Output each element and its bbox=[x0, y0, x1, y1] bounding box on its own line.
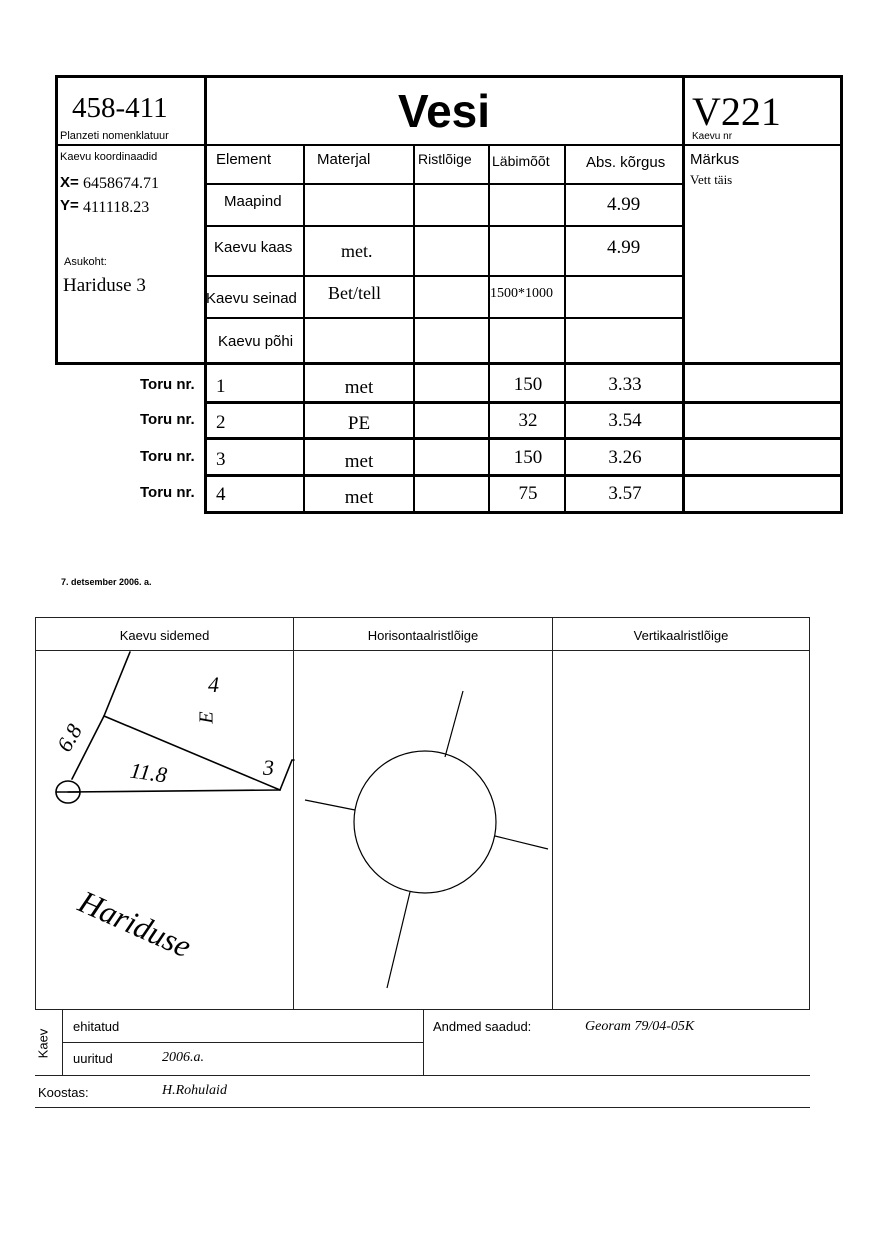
well-circle bbox=[354, 751, 496, 893]
col-vertical-section: Vertikaalristlõige bbox=[633, 628, 729, 643]
element-name: Maapind bbox=[224, 193, 282, 210]
pipe-height: 3.26 bbox=[608, 447, 642, 468]
element-name: Kaevu põhi bbox=[218, 333, 294, 350]
dim-label: 11.8 bbox=[128, 757, 169, 788]
element-material: met. bbox=[341, 241, 373, 261]
pipe-diameter: 150 bbox=[513, 447, 543, 468]
well-number: V221 bbox=[692, 89, 781, 134]
col-cross-section: Ristlõige bbox=[418, 151, 472, 167]
col-well-connections: Kaevu sidemed bbox=[119, 628, 210, 643]
pipe-height: 3.54 bbox=[608, 410, 642, 431]
dim-label: 6.8 bbox=[51, 719, 88, 756]
pipe-diameter: 150 bbox=[513, 374, 543, 395]
element-name: Kaevu seinad bbox=[206, 290, 297, 307]
sketch-line bbox=[104, 652, 130, 716]
col-horizontal-section: Horisontaalristlõige bbox=[367, 628, 479, 643]
sheet-caption: Planzeti nomenklatuur bbox=[60, 130, 169, 142]
pipe-material: met bbox=[344, 451, 374, 472]
x-value: 6458674.71 bbox=[83, 175, 159, 192]
element-height: 4.99 bbox=[607, 237, 641, 258]
col-element: Element bbox=[216, 151, 272, 168]
location-label: Asukoht: bbox=[64, 256, 107, 268]
pipe-height: 3.33 bbox=[608, 374, 642, 395]
sketch-line bbox=[68, 790, 280, 792]
x-label: X= bbox=[60, 174, 79, 191]
pipe-nr: 3 bbox=[216, 449, 226, 470]
remark-value: Vett täis bbox=[690, 172, 733, 187]
data-source-label: Andmed saadud: bbox=[433, 1019, 532, 1034]
pipe-material: PE bbox=[347, 413, 371, 434]
side-label: Kaev bbox=[35, 1028, 51, 1059]
compiled-label: Koostas: bbox=[38, 1085, 89, 1100]
pipe-label: Toru nr. bbox=[140, 448, 195, 465]
document-date: 7. detsember 2006. a. bbox=[61, 577, 152, 587]
compiled-value: H.Rohulaid bbox=[162, 1083, 227, 1098]
col-material: Materjal bbox=[317, 151, 371, 168]
element-diameter: 1500*1000 bbox=[490, 286, 553, 301]
pipe-material: met bbox=[344, 377, 374, 398]
pipe-nr: 1 bbox=[216, 376, 226, 397]
data-source-value: Georam 79/04-05K bbox=[585, 1019, 695, 1034]
coords-label: Kaevu koordinaadid bbox=[60, 151, 158, 163]
pipe-diameter: 75 bbox=[518, 483, 538, 504]
well-caption: Kaevu nr bbox=[692, 131, 733, 142]
surveyed-label: uuritud bbox=[73, 1051, 113, 1066]
pipe-label: Toru nr. bbox=[140, 484, 195, 501]
pipe-nr: 4 bbox=[216, 484, 226, 505]
element-material: Bet/tell bbox=[328, 283, 381, 303]
page-title: Vesi bbox=[397, 85, 491, 137]
surveyed-value: 2006.a. bbox=[162, 1050, 204, 1065]
pipe-diameter: 32 bbox=[518, 410, 538, 431]
y-label: Y= bbox=[60, 197, 79, 214]
street-handwriting: Hariduse bbox=[73, 883, 197, 965]
location-value: Hariduse 3 bbox=[63, 275, 146, 296]
dim-label: 3 bbox=[263, 755, 274, 780]
y-value: 411118.23 bbox=[83, 199, 150, 216]
built-label: ehitatud bbox=[73, 1019, 120, 1034]
col-remark: Märkus bbox=[690, 151, 740, 168]
col-abs-height: Abs. kõrgus bbox=[586, 154, 666, 171]
pipe-material: met bbox=[344, 487, 374, 508]
element-name: Kaevu kaas bbox=[214, 239, 293, 256]
pipe-height: 3.57 bbox=[608, 483, 642, 504]
pipe-line bbox=[495, 836, 548, 849]
pipe-line bbox=[305, 800, 355, 810]
hand-mark: E bbox=[195, 711, 218, 724]
pipe-line bbox=[445, 691, 463, 757]
hand-mark: 4 bbox=[208, 672, 219, 697]
well-symbol bbox=[56, 781, 80, 803]
sketch-line bbox=[280, 760, 294, 790]
col-diameter: Läbimõõt bbox=[492, 153, 550, 169]
element-height: 4.99 bbox=[607, 194, 641, 215]
pipe-label: Toru nr. bbox=[140, 376, 195, 393]
pipe-label: Toru nr. bbox=[140, 411, 195, 428]
sheet-number: 458-411 bbox=[72, 92, 168, 124]
pipe-nr: 2 bbox=[216, 412, 226, 433]
pipe-line bbox=[387, 892, 410, 988]
